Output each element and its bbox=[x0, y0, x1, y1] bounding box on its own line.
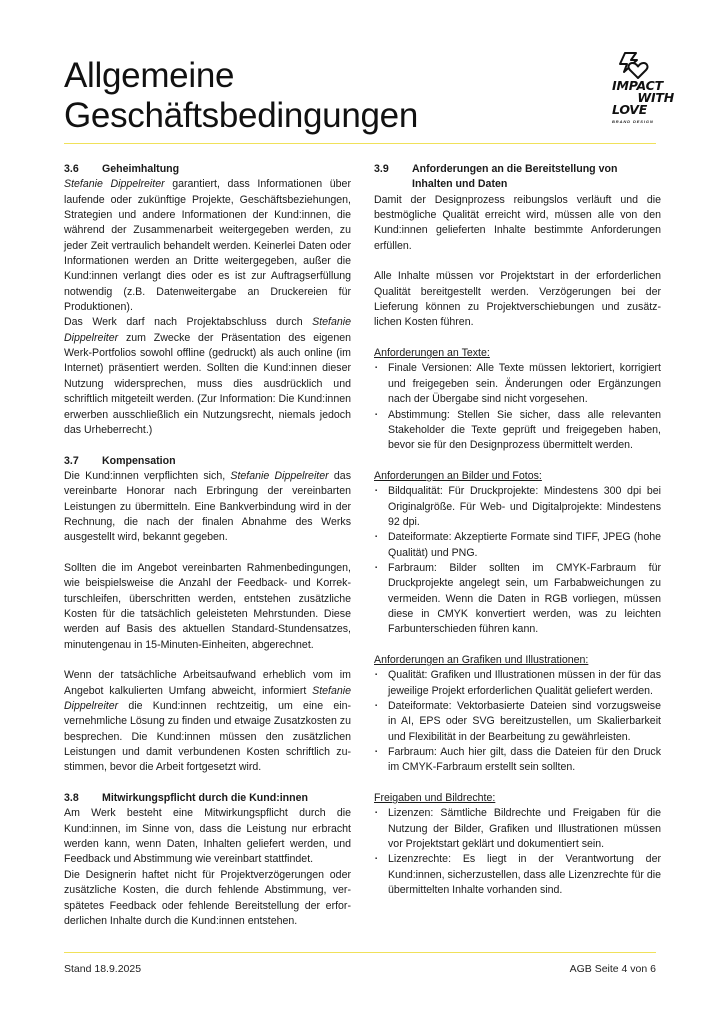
paragraph: Damit der Designprozess reibungslos verläuft und die bestmögliche Qualität erreicht wird, müssen alle von den Kund:innen gelieferten Inhalte bestimmte Anforderungen erfüllen. bbox=[374, 193, 661, 252]
subheading: Anforderungen an Bilder und Fotos: bbox=[374, 469, 542, 482]
section-heading bbox=[64, 162, 351, 177]
right-column bbox=[374, 162, 661, 899]
list-item: ▪ Dateiformate: Akzeptierte Formate sind TIFF, JPEG (hohe Qualität) und PNG. bbox=[374, 530, 661, 561]
section-heading bbox=[64, 454, 351, 469]
logo-word-impact: IMPACT bbox=[612, 78, 663, 93]
paragraph: Die Designerin haftet nicht für Projektverzögerungen oder zusätzliche Kosten, die durch fehlende Abstimmung, verspätetes Feedback oder fehlende Bereitstellung der erforderlichen Inhalte durch die Kund:innen entstehen. bbox=[64, 868, 351, 927]
paragraph bbox=[64, 668, 351, 775]
section-number: 3.7 bbox=[64, 454, 79, 467]
list-item: ▪ Lizenzen: Sämtliche Bildrechte und Freigaben für die Nutzung der Bilder, Grafiken und Illustrationen müssen vor Projektstart geklärt und dokumentiert sein. bbox=[374, 806, 661, 852]
list-item: ▪ Bildqualität: Für Druckprojekte: Mindestens 300 dpi bei Originalgröße. Für Web- und Digitalprojekte: Mindestens 92 dpi. bbox=[374, 484, 661, 530]
paragraph-text: Die Kund:innen verpflichten sich, bbox=[64, 469, 231, 482]
left-column bbox=[64, 162, 351, 929]
section-3-6 bbox=[64, 162, 351, 438]
requirements-group-rights bbox=[374, 791, 661, 898]
brand-logo bbox=[612, 52, 676, 124]
list-item: ▪ Abstimmung: Stellen Sie sicher, dass alle relevanten Stakeholder die Texte geprüft und freigegeben haben, bevor sie für den Designprozess übermittelt werden. bbox=[374, 408, 661, 454]
paragraph-text: garantiert, dass Informationen über laufende oder zukünftige Projekte, Geschäftsbeziehungen, Strategien und andere Informationen der Kund:innen, die während der Zusammenarbeit weitergegeben werden, zu jeder Zeit vertraulich behandelt werden. Keinerlei Daten oder Informationen werden an Dritte weitergegeben, außer die Kund:innen verlangt dies oder es ist zur Auftragserfüllung notwendig (z.B. Datenweitergabe an Druckereien für Produktionen). bbox=[64, 178, 351, 314]
requirements-group-images bbox=[374, 469, 661, 638]
subheading: Anforderungen an Texte: bbox=[374, 347, 490, 360]
paragraph bbox=[64, 315, 351, 438]
section-title: Kompensation bbox=[102, 454, 176, 467]
paragraph: Sollten die im Angebot vereinbarten Rahmenbedingungen, wie beispielsweise die Anzahl der Feedback- und Korrekturschleifen, überschritten werden, entstehen zusätzliche Kosten für die tatsächlich geleisteten Mehrstunden. Diese werden auf Basis des aktuellen Standard-Stundensatzes, minutengenau in 15-Minuten-Einheiten, abgerechnet. bbox=[64, 561, 351, 651]
footer-divider bbox=[64, 952, 656, 953]
paragraph-text: Das Werk darf nach Projektabschluss durch bbox=[64, 316, 313, 329]
section-number: 3.9 bbox=[374, 163, 389, 175]
person-name: Stefanie Dippelreiter bbox=[64, 316, 351, 344]
section-3-9 bbox=[374, 162, 661, 899]
requirements-group-graphics bbox=[374, 653, 661, 776]
section-3-8 bbox=[64, 791, 351, 929]
title-line-1: Allgemeine bbox=[64, 56, 235, 95]
logo-word-love: LOVE bbox=[612, 102, 648, 117]
footer-date: Stand 18.9.2025 bbox=[64, 963, 142, 975]
footer-page-number: AGB Seite 4 von 6 bbox=[569, 963, 656, 975]
subheading: Anforderungen an Grafiken und Illustrationen: bbox=[374, 654, 589, 666]
list-item: ▪ Farbraum: Bilder sollten im CMYK-Farbraum für Druckprojekte angelegt sein, um Farbabweichungen zu vermeiden. Wenn die Daten in RGB vorliegen, müssen diese in CMYK konvertiert werden, was zu leichten Farbunterschieden führen kann. bbox=[374, 561, 661, 638]
list-item: ▪ Qualität: Grafiken und Illustrationen müssen in der für das jeweilige Projekt erforderlichen Qualität geliefert werden. bbox=[374, 668, 661, 699]
bolt-heart-icon bbox=[616, 52, 650, 80]
requirements-group-texts bbox=[374, 346, 661, 453]
person-name: Stefanie Dippelreiter bbox=[64, 178, 165, 191]
page-title bbox=[64, 56, 418, 136]
person-name: Stefanie Dippelreiter bbox=[64, 684, 351, 713]
paragraph-text: das vereinbarte Honorar nach Erbringung der vereinbarten Leistungen zu übermitteln. Eine Bankverbindung wird in der Rechnung, die nach der finalen Abnahme des Werks ausgestellt wird, bekannt gegeben. bbox=[64, 469, 351, 544]
section-number: 3.8 bbox=[64, 792, 79, 805]
title-line-2: Geschäftsbedingungen bbox=[64, 96, 418, 135]
list-item: ▪ Finale Versionen: Alle Texte müssen lektoriert, korrigiert und freigegeben sein. Änderungen oder Ergänzungen nach der Übergabe sind nicht vorgesehen. bbox=[374, 361, 661, 407]
paragraph-text: zum Zwecke der Präsentation des eigenen Werk-Portfolios sowohl offline (gedruckt) als auch online (im Internet) präsentiert werden. Sollten die Kund:innen dieser Nutzung widersprechen, muss dies ausdrücklich und schriftlich mitgeteilt werden. (Zur Information: Die Kund:innen erwerben ausschließlich ein Nutzungsrecht, niemals jedoch das Urheberrecht.) bbox=[64, 331, 351, 436]
section-title: Geheimhaltung bbox=[102, 163, 180, 175]
bullet-list bbox=[374, 361, 661, 453]
list-item: ▪ Dateiformate: Vektorbasierte Dateien sind vorzugsweise in AI, EPS oder SVG bereitzustellen, um Skalierbarkeit und Flexibilität in der Bearbeitung zu gewährleisten. bbox=[374, 699, 661, 745]
subheading: Freigaben und Bildrechte: bbox=[374, 792, 496, 805]
list-item: ▪ Farbraum: Auch hier gilt, dass die Dateien für den Druck im CMYK-Farbraum erstellt sein sollten. bbox=[374, 745, 661, 776]
paragraph bbox=[64, 177, 351, 315]
section-heading bbox=[374, 162, 661, 193]
logo-word-with: WITH bbox=[637, 90, 674, 105]
paragraph: Alle Inhalte müssen vor Projektstart in der erforderlichen Qualität bereitgestellt werden. Verzögerungen bei der Lieferung können zu Projektverschiebungen und zusätzlichen Kosten führen. bbox=[374, 270, 661, 329]
person-name: Stefanie Dippelreiter bbox=[230, 469, 329, 482]
section-title-line-1: Anforderungen an die Bereitstellung von bbox=[412, 163, 618, 175]
section-title: Mitwirkungspflicht durch die Kund:innen bbox=[102, 792, 308, 805]
paragraph bbox=[64, 469, 351, 546]
paragraph-text: Wenn der tatsächliche Arbeitsaufwand erheblich vom im Angebot kalkulierten Umfang abweicht, informiert bbox=[64, 669, 351, 697]
bullet-list bbox=[374, 668, 661, 775]
header-divider bbox=[64, 143, 656, 144]
paragraph: Am Werk besteht eine Mitwirkungspflicht durch die Kund:innen, im Sinne von, dass die Leistung nur erbracht werden kann, wenn Daten, Inhalten geliefert werden, und Feedback und Abstimmung wie vereinbart stattfindet. bbox=[64, 807, 351, 866]
section-3-7 bbox=[64, 454, 351, 776]
section-title bbox=[412, 162, 617, 193]
section-heading bbox=[64, 791, 351, 806]
list-item: ▪ Lizenzrechte: Es liegt in der Verantwortung der Kund:innen, sicherzustellen, dass alle Lizenzrechte für die übermittelten Inhalte vorhanden sind. bbox=[374, 852, 661, 898]
section-title-line-2: Inhalten und Daten bbox=[412, 178, 508, 191]
paragraph-text: die Kund:innen rechtzeitig, um eine einvernehmliche Lösung zu finden und etwaige Zusatzkosten zu besprechen. Die Kund:innen müssen den zusätzlichen Leistungen und damit verbundenen Kosten schriftlich zustimmen, bevor die Arbeit fortgesetzt wird. bbox=[64, 700, 351, 774]
section-number: 3.6 bbox=[64, 163, 79, 175]
bullet-list bbox=[374, 484, 661, 637]
logo-tagline: BRAND DESIGN bbox=[612, 119, 654, 124]
bullet-list bbox=[374, 806, 661, 898]
